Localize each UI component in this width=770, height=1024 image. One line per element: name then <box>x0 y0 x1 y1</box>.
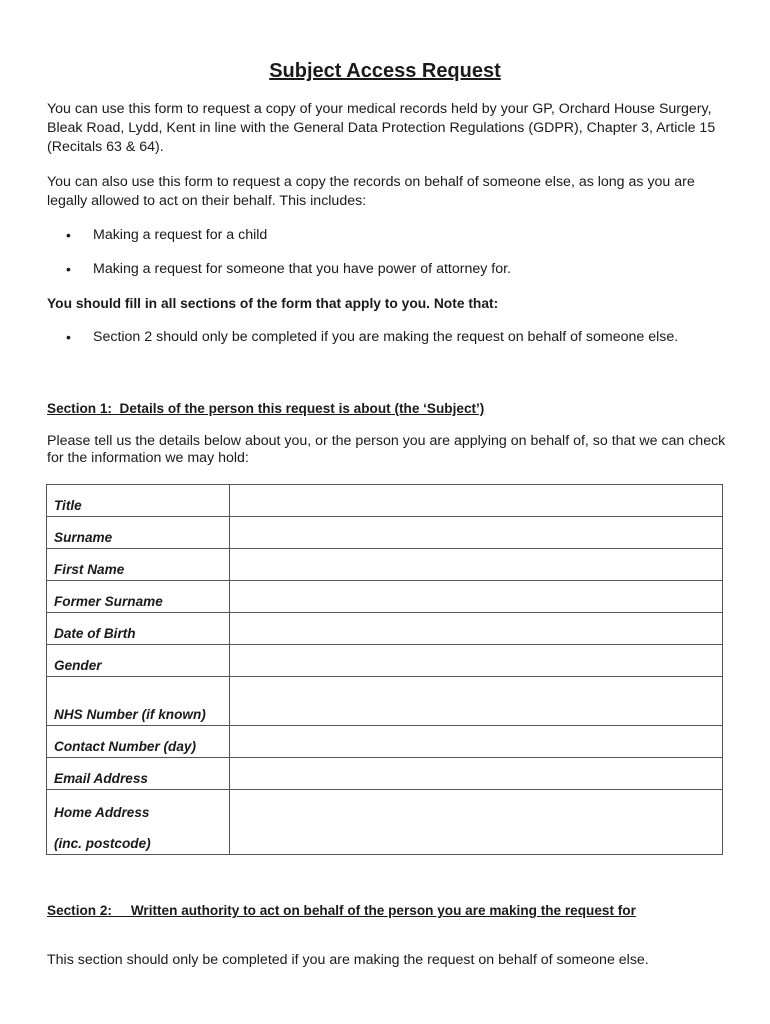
bullet-item <box>66 226 743 245</box>
field-label-email-address: Email Address <box>47 758 230 790</box>
field-label-contact-number: Contact Number (day) <box>47 726 230 758</box>
bullet-text: Section 2 should only be completed if you are making the request on behalf of someone else. <box>93 329 679 345</box>
table-row <box>47 790 723 855</box>
field-label-gender: Gender <box>47 645 230 677</box>
bullet-item <box>66 328 743 347</box>
bullet-icon: • <box>66 261 71 277</box>
bullet-item <box>66 260 743 279</box>
bullet-text: Making a request for a child <box>93 227 268 243</box>
postcode-hint-label: (inc. postcode) <box>54 836 151 851</box>
table-row <box>47 581 723 613</box>
gender-input-cell[interactable] <box>230 645 723 677</box>
section-1-heading: Section 1: Details of the person this request is about (the ‘Subject’) <box>47 401 485 416</box>
field-label-date-of-birth: Date of Birth <box>47 613 230 645</box>
former-surname-input-cell[interactable] <box>230 581 723 613</box>
bullet-icon: • <box>66 329 71 345</box>
field-label-surname: Surname <box>47 517 230 549</box>
intro-paragraph-2: You can also use this form to request a copy the records on behalf of someone else, as long as you are legally allowed to act on their behalf. This includes: <box>47 174 695 209</box>
surname-input-cell[interactable] <box>230 517 723 549</box>
table-row <box>47 517 723 549</box>
table-row <box>47 485 723 517</box>
first-name-input-cell[interactable] <box>230 549 723 581</box>
home-address-input-cell[interactable] <box>230 790 723 855</box>
bullet-icon: • <box>66 227 71 243</box>
intro-paragraph-1: You can use this form to request a copy of your medical records held by your GP, Orchard House Surgery, Bleak Road, Lydd, Kent in line with the General Data Protection Regulations (GDPR), Chapter 3, Article 15 (Recitals 63 & 64). <box>47 101 716 155</box>
field-label-nhs-number: NHS Number (if known) <box>47 677 230 726</box>
table-row <box>47 645 723 677</box>
email-address-input-cell[interactable] <box>230 758 723 790</box>
field-label-former-surname: Former Surname <box>47 581 230 613</box>
contact-number-input-cell[interactable] <box>230 726 723 758</box>
instruction-text: You should fill in all sections of the form that apply to you. Note that: <box>47 296 499 311</box>
table-row <box>47 726 723 758</box>
nhs-number-input-cell[interactable] <box>230 677 723 726</box>
table-row <box>47 758 723 790</box>
table-row <box>47 549 723 581</box>
field-label-first-name: First Name <box>47 549 230 581</box>
section-2-heading: Section 2: Written authority to act on behalf of the person you are making the request for <box>47 903 636 918</box>
title-input-cell[interactable] <box>230 485 723 517</box>
table-row <box>47 677 723 726</box>
section-1-intro: Please tell us the details below about you, or the person you are applying on behalf of, so that we can check for the information we may hold: <box>47 433 726 466</box>
table-row <box>47 613 723 645</box>
field-label-title: Title <box>47 485 230 517</box>
home-address-label: Home Address <box>54 805 150 820</box>
section-2-intro: This section should only be completed if you are making the request on behalf of someone else. <box>47 952 649 968</box>
field-label-home-address <box>47 790 230 855</box>
subject-details-table <box>46 484 723 855</box>
date-of-birth-input-cell[interactable] <box>230 613 723 645</box>
page-title: Subject Access Request <box>269 60 501 82</box>
bullet-text: Making a request for someone that you have power of attorney for. <box>93 261 511 277</box>
